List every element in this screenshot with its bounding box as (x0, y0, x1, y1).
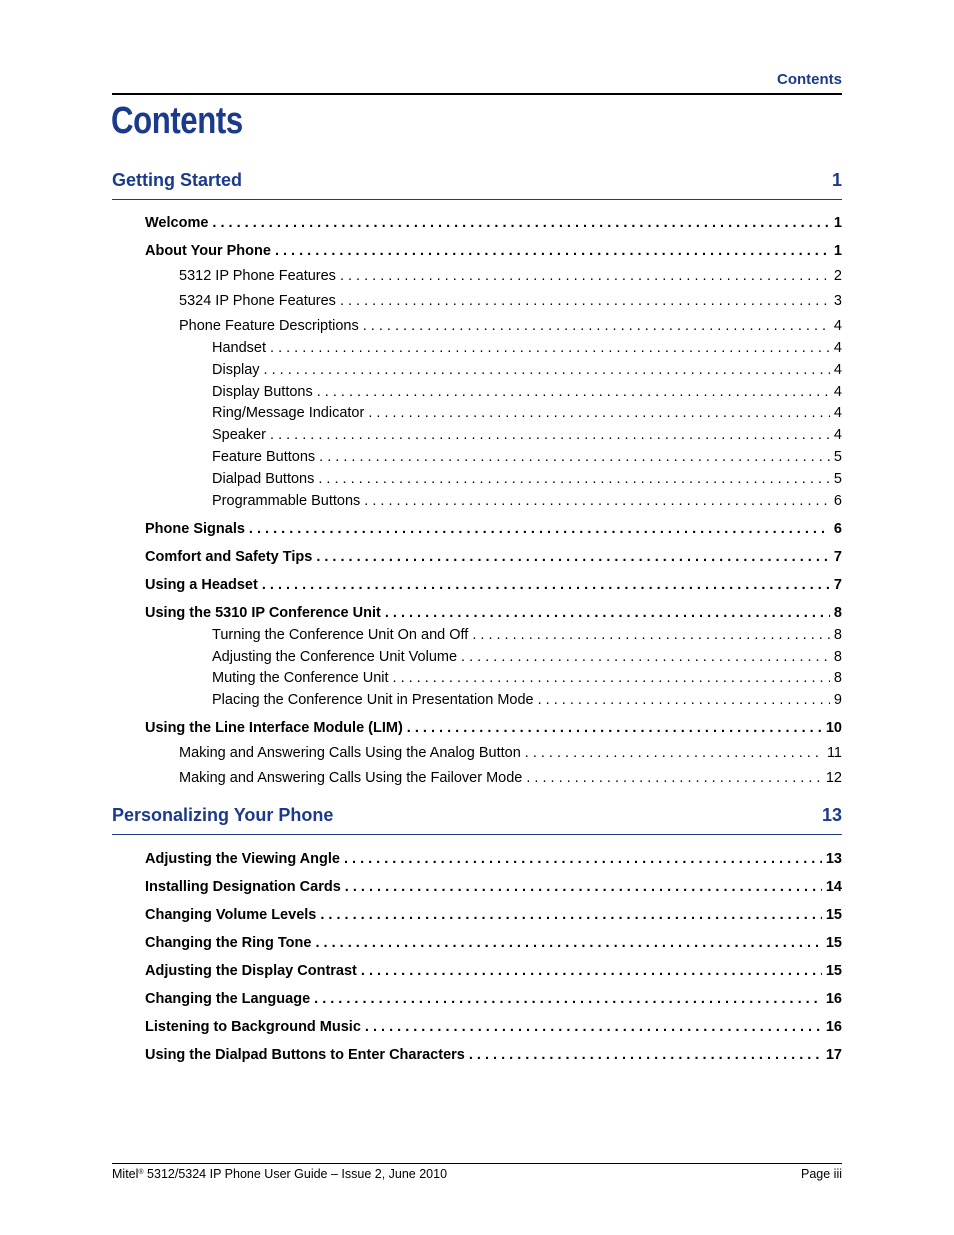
toc-entry[interactable] (212, 427, 842, 443)
dot-leader (363, 318, 830, 334)
toc-entry-page: 1 (833, 215, 842, 231)
toc-entry-title: Using the Dialpad Buttons to Enter Characters (145, 1047, 465, 1063)
toc-entry-title: 5312 IP Phone Features (179, 268, 336, 284)
toc-entry-page: 6 (833, 493, 842, 509)
toc-entry[interactable] (212, 362, 842, 378)
dot-leader (461, 649, 830, 665)
dot-leader (270, 340, 830, 356)
toc-entry-page: 4 (833, 427, 842, 443)
toc-entry-title: Using the 5310 IP Conference Unit (145, 605, 381, 621)
toc-entry-page: 5 (833, 471, 842, 487)
dot-leader (317, 384, 830, 400)
toc-entry-page: 7 (833, 549, 842, 565)
dot-leader (340, 293, 830, 309)
section-heading (112, 805, 842, 835)
toc-entry-page: 4 (833, 405, 842, 421)
dot-leader (275, 243, 830, 259)
toc-entry[interactable] (212, 670, 842, 686)
toc-entry[interactable] (212, 692, 842, 708)
toc-entry-page: 16 (825, 1019, 842, 1035)
toc-entry-page: 4 (833, 318, 842, 334)
toc-entry[interactable] (145, 215, 842, 231)
toc-entry-title: Placing the Conference Unit in Presentation Mode (212, 692, 534, 708)
toc-entry-title: Ring/Message Indicator (212, 405, 365, 421)
toc-entry-title: Feature Buttons (212, 449, 316, 465)
toc-entry-page: 15 (825, 907, 842, 923)
toc-entry-title: Phone Signals (145, 521, 245, 537)
toc-entry-page: 10 (825, 720, 842, 736)
toc-entry[interactable] (212, 649, 842, 665)
dot-leader (407, 720, 822, 736)
dot-leader (368, 405, 830, 421)
toc-entry[interactable] (145, 851, 842, 867)
toc-entry[interactable] (145, 991, 842, 1007)
toc-entry-title: Programmable Buttons (212, 493, 361, 509)
toc-entry-title: Display (212, 362, 260, 378)
dot-leader (318, 471, 830, 487)
dot-leader (364, 493, 830, 509)
section-heading (112, 170, 842, 200)
section-personalizing[interactable] (112, 805, 842, 835)
dot-leader (526, 770, 822, 786)
footer-brand: Mitel (112, 1167, 139, 1181)
toc-entry-title: About Your Phone (145, 243, 271, 259)
dot-leader (393, 670, 830, 686)
toc-entry-title: Using the Line Interface Module (LIM) (145, 720, 403, 736)
dot-leader (361, 963, 822, 979)
section-getting-started[interactable] (112, 170, 842, 200)
dot-leader (316, 549, 830, 565)
toc-entry[interactable] (145, 1019, 842, 1035)
bottom-rule (112, 1163, 842, 1164)
toc-entry-page: 16 (825, 991, 842, 1007)
toc-entry[interactable] (145, 879, 842, 895)
toc-entry-page: 4 (833, 384, 842, 400)
toc-entry-title: Handset (212, 340, 267, 356)
toc-entry[interactable] (179, 268, 842, 284)
footer-doc-title: 5312/5324 IP Phone User Guide – Issue 2, June 2010 (143, 1167, 448, 1181)
toc-entry[interactable] (179, 745, 842, 761)
dot-leader (538, 692, 830, 708)
toc-entry[interactable] (212, 405, 842, 421)
page-title: Contents (111, 100, 243, 142)
toc-entry[interactable] (145, 1047, 842, 1063)
toc-entry-title: Adjusting the Viewing Angle (145, 851, 340, 867)
toc-entry-title: Changing the Language (145, 991, 311, 1007)
toc-entry-title: Making and Answering Calls Using the Analog Button (179, 745, 521, 761)
dot-leader (262, 577, 830, 593)
dot-leader (249, 521, 830, 537)
dot-leader (320, 907, 822, 923)
toc-entry[interactable] (212, 449, 842, 465)
dot-leader (345, 879, 822, 895)
dot-leader (315, 935, 821, 951)
dot-leader (385, 605, 830, 621)
dot-leader (469, 1047, 822, 1063)
dot-leader (472, 627, 830, 643)
toc-entry[interactable] (212, 493, 842, 509)
toc-entry-page: 8 (833, 649, 842, 665)
toc-entry[interactable] (145, 549, 842, 565)
toc-entry[interactable] (145, 935, 842, 951)
toc-entry-title: Changing the Ring Tone (145, 935, 312, 951)
toc-entry-title: Adjusting the Conference Unit Volume (212, 649, 458, 665)
running-head: Contents (777, 71, 842, 88)
toc-entry-title: Adjusting the Display Contrast (145, 963, 357, 979)
toc-entry-title: Display Buttons (212, 384, 313, 400)
toc-entry-title: Welcome (145, 215, 209, 231)
toc-entry[interactable] (212, 384, 842, 400)
toc-entry-page: 7 (833, 577, 842, 593)
toc-entry-title: Muting the Conference Unit (212, 670, 389, 686)
toc-entry-title: Using a Headset (145, 577, 258, 593)
toc-entry[interactable] (145, 605, 842, 621)
toc-entry-page: 1 (833, 243, 842, 259)
dot-leader (264, 362, 830, 378)
toc-entry[interactable] (145, 521, 842, 537)
toc-entry-page: 14 (825, 879, 842, 895)
toc-entry-title: 5324 IP Phone Features (179, 293, 336, 309)
toc-entry[interactable] (212, 340, 842, 356)
toc-entry-title: Installing Designation Cards (145, 879, 341, 895)
toc-entry[interactable] (145, 243, 842, 259)
dot-leader (319, 449, 830, 465)
footer-page-number: Page iii (801, 1167, 842, 1181)
dot-leader (314, 991, 822, 1007)
toc-entry-title: Making and Answering Calls Using the Failover Mode (179, 770, 523, 786)
toc-entry[interactable] (145, 577, 842, 593)
toc-entry-page: 2 (833, 268, 842, 284)
dot-leader (344, 851, 822, 867)
toc-entry[interactable] (145, 720, 842, 736)
toc-entry-title: Changing Volume Levels (145, 907, 317, 923)
toc-entry[interactable] (179, 293, 842, 309)
section-title: Personalizing Your Phone (112, 805, 334, 825)
toc-entry-page: 12 (825, 770, 842, 786)
toc-entry-page: 17 (825, 1047, 842, 1063)
dot-leader (525, 745, 823, 761)
toc-entry-page: 11 (826, 745, 842, 761)
section-title: Getting Started (112, 170, 243, 190)
toc-entry-page: 8 (833, 670, 842, 686)
dot-leader (212, 215, 830, 231)
footer-doc-info (112, 1167, 447, 1181)
toc-entry-page: 8 (833, 627, 842, 643)
dot-leader (270, 427, 830, 443)
toc-entry-title: Turning the Conference Unit On and Off (212, 627, 469, 643)
toc-entry-title: Speaker (212, 427, 267, 443)
toc-entry-page: 15 (825, 935, 842, 951)
toc-entry-page: 15 (825, 963, 842, 979)
toc-entry[interactable] (212, 471, 842, 487)
dot-leader (340, 268, 830, 284)
dot-leader (365, 1019, 822, 1035)
toc-entry-title: Comfort and Safety Tips (145, 549, 313, 565)
toc-entry[interactable] (179, 318, 842, 334)
toc-entry-page: 8 (833, 605, 842, 621)
toc-entry[interactable] (145, 963, 842, 979)
toc-entry-title: Phone Feature Descriptions (179, 318, 359, 334)
toc-entry-title: Dialpad Buttons (212, 471, 315, 487)
top-rule (112, 93, 842, 95)
registered-mark: ® (138, 1169, 144, 1176)
section-page: 1 (831, 170, 842, 190)
toc-entry-page: 3 (833, 293, 842, 309)
toc-entry-title: Listening to Background Music (145, 1019, 361, 1035)
toc-entry-page: 6 (833, 521, 842, 537)
toc-entry-page: 5 (833, 449, 842, 465)
toc-entry[interactable] (212, 627, 842, 643)
section-page: 13 (821, 805, 842, 825)
toc-entry-page: 13 (825, 851, 842, 867)
toc-entry-page: 9 (833, 692, 842, 708)
toc-entry[interactable] (179, 770, 842, 786)
toc-entry[interactable] (145, 907, 842, 923)
toc-entry-page: 4 (833, 362, 842, 378)
toc-entry-page: 4 (833, 340, 842, 356)
